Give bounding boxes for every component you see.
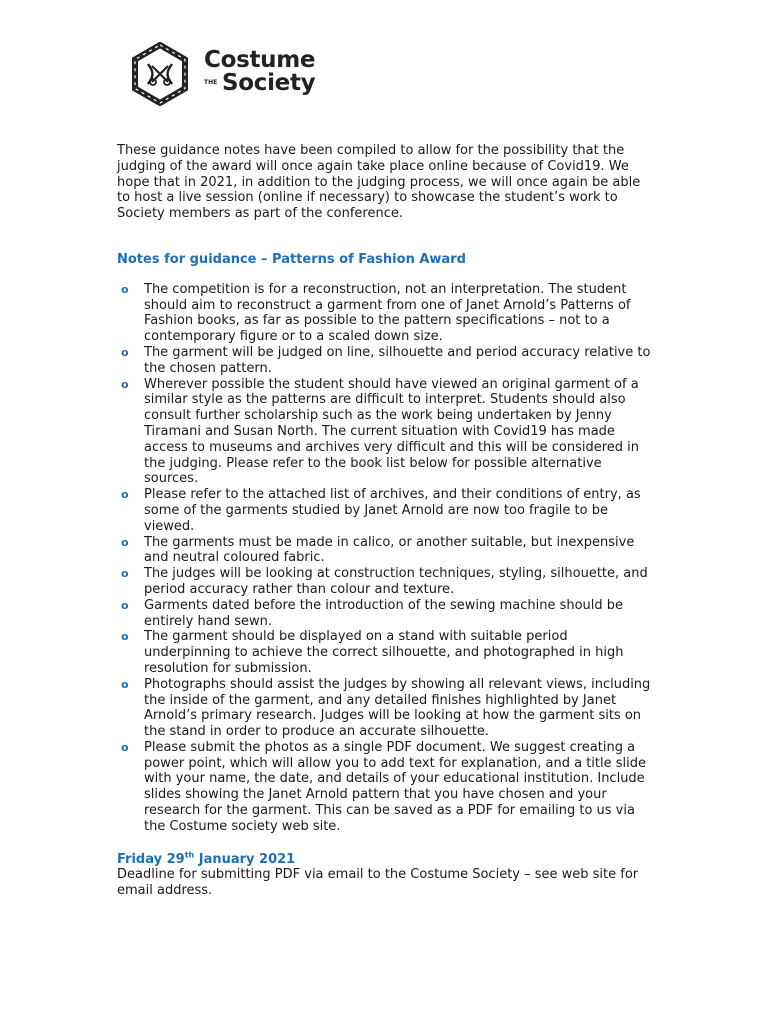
costume-society-logo <box>128 42 328 106</box>
list-item: o Please refer to the attached list of archives, and their conditions of entry, as some of the garments studied by Janet Arnold are now too fragile to be viewed. <box>121 487 641 534</box>
deadline-date-heading: Friday 29th January 2021 <box>117 850 296 867</box>
bullet-marker: o <box>121 535 129 549</box>
list-item: o The judges will be looking at construction techniques, styling, silhouette, and period accuracy rather than colour and texture. <box>121 566 648 597</box>
list-item: o Photographs should assist the judges by showing all relevant views, including the inside of the garment, and any detailed finishes highlighted by Janet Arnold’s primary research. Judges will be looking at how the garment sits on the stand in order to produce an accurate silhouette. <box>121 676 651 740</box>
guidance-list <box>117 282 657 835</box>
list-item: o Wherever possible the student should have viewed an original garment of a similar style as the patterns are difficult to interpret. Students should also consult further scholarship such as the work being undertaken by Jenny Tiramani and Susan North. The current situation with Covid19 has made access to museums and archives very difficult and this will be considered in the judging. Please refer to the book list below for possible alternative sources. <box>121 376 640 487</box>
bullet-marker: o <box>121 282 129 296</box>
list-item: o The garment should be displayed on a stand with suitable period underpinning to achieve the correct silhouette, and photographed in high resolution for submission. <box>121 629 624 676</box>
list-item: o Garments dated before the introduction of the sewing machine should be entirely hand sewn. <box>121 597 624 629</box>
bullet-marker: o <box>121 630 129 644</box>
logo-word-society: Society <box>222 70 316 96</box>
bullet-marker: o <box>121 740 129 754</box>
bullet-marker: o <box>121 567 129 581</box>
list-item: o Please submit the photos as a single PDF document. We suggest creating a power point, which will allow you to add text for explanation, and a title slide with your name, the date, and details of your educational institution. Include slides showing the Janet Arnold pattern that you have chosen and your research for the garment. This can be saved as a PDF for emailing to us via the Costume society web site. <box>121 739 646 834</box>
bullet-marker: o <box>121 598 129 612</box>
document-body <box>117 143 657 899</box>
logo-word-costume: Costume <box>204 47 316 73</box>
bullet-marker: o <box>121 677 129 691</box>
section-heading: Notes for guidance – Patterns of Fashion Award <box>117 251 466 267</box>
list-item: o The garments must be made in calico, or another suitable, but inexpensive and neutral coloured fabric. <box>121 534 635 566</box>
logo-emblem-icon <box>128 42 192 106</box>
list-item: o The garment will be judged on line, silhouette and period accuracy relative to the chosen pattern. <box>121 344 651 376</box>
bullet-marker: o <box>121 345 129 359</box>
bullet-marker: o <box>121 488 129 502</box>
list-item: o The competition is for a reconstruction, not an interpretation. The student should aim to reconstruct a garment from one of Janet Arnold’s Patterns of Fashion books, as far as possible to the pattern specifications – not to a contemporary figure or to a scaled down size. <box>121 281 631 345</box>
intro-paragraph: These guidance notes have been compiled to allow for the possibility that the judging of the award will once again take place online because of Covid19. We hope that in 2021, in addition to the judging process, we will once again be able to host a live session (online if necessary) to showcase the student’s work to Society members as part of the conference. <box>117 143 641 222</box>
deadline-paragraph: Deadline for submitting PDF via email to the Costume Society – see web site for email address. <box>117 867 639 899</box>
bullet-marker: o <box>121 377 129 391</box>
logo-word-the: THE <box>204 79 218 86</box>
